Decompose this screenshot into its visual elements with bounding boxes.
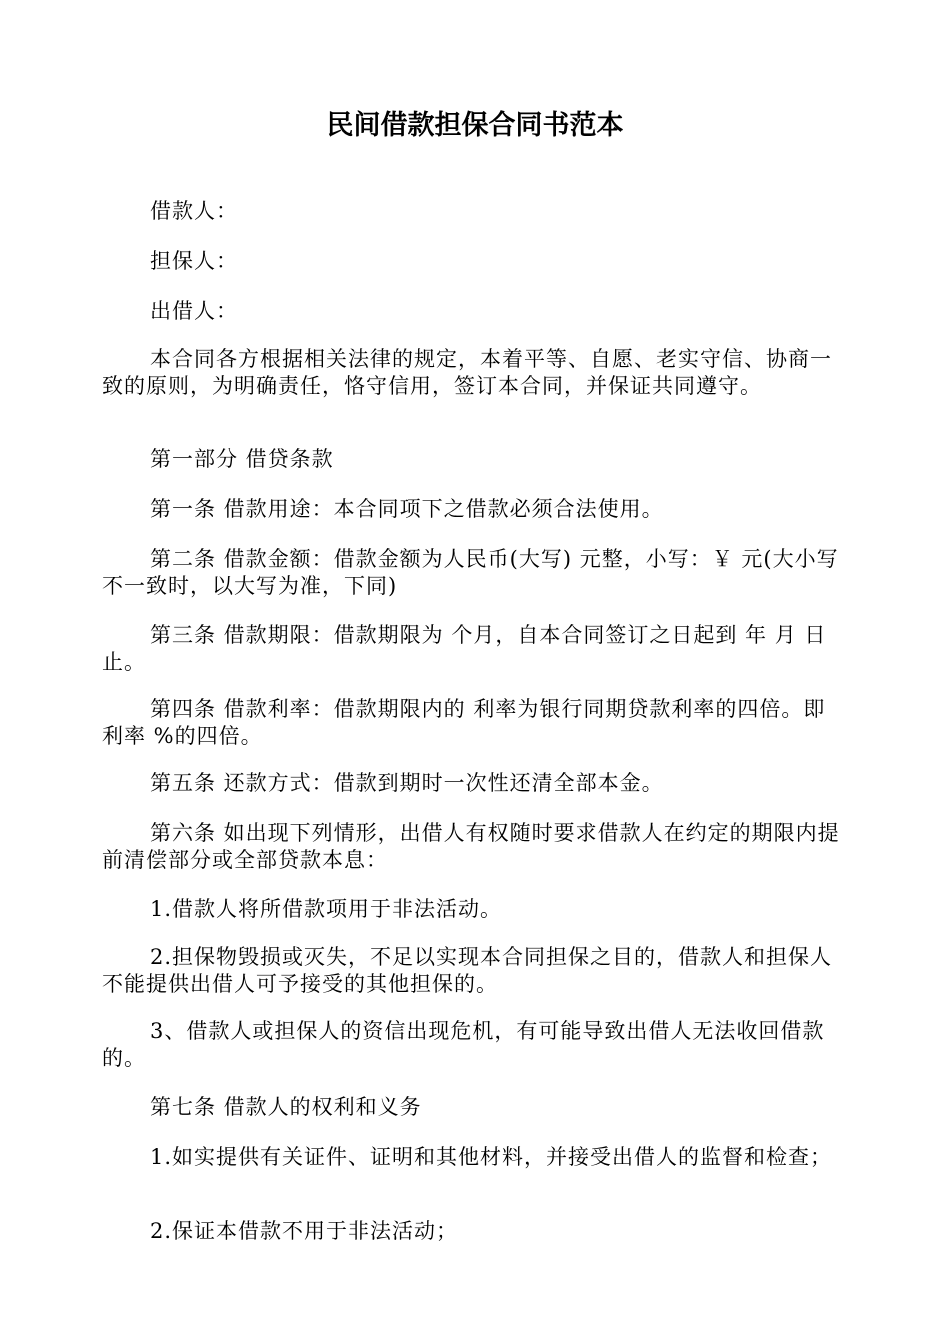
clause-6-item-3: 3、借款人或担保人的资信出现危机，有可能导致出借人无法收回借款的。 (102, 1019, 825, 1070)
paragraph-borrower: 借款人： (150, 199, 238, 223)
clause-5: 第五条 还款方式：借款到期时一次性还清全部本金。 (150, 771, 664, 795)
clause-6-item-1: 1.借款人将所借款项用于非法活动。 (150, 897, 503, 921)
clause-1: 第一条 借款用途：本合同项下之借款必须合法使用。 (150, 497, 664, 521)
clause-7: 第七条 借款人的权利和义务 (150, 1095, 422, 1119)
paragraph-preamble: 本合同各方根据相关法律的规定，本着平等、自愿、老实守信、协商一致的原则，为明确责任，恪守信用，签订本合同，并保证共同遵守。 (102, 347, 832, 398)
clause-4: 第四条 借款利率：借款期限内的 利率为银行同期贷款利率的四倍。即 利率 %的四倍。 (102, 697, 826, 748)
clause-3: 第三条 借款期限：借款期限为 个月，自本合同签订之日起到 年 月 日止。 (102, 623, 827, 674)
clause-6-item-2: 2.担保物毁损或灭失，不足以实现本合同担保之目的，借款人和担保人不能提供出借人可予接受的其他担保的。 (102, 945, 833, 996)
clause-2: 第二条 借款金额：借款金额为人民币(大写) 元整，小写：￥ 元(大小写不一致时，以大写为准，下同) (102, 547, 839, 598)
paragraph-lender: 出借人： (150, 299, 238, 323)
paragraph-guarantor: 担保人： (150, 249, 238, 273)
clause-7-item-1: 1.如实提供有关证件、证明和其他材料，并接受出借人的监督和检查； (150, 1145, 833, 1169)
clause-7-item-2: 2.保证本借款不用于非法活动； (150, 1219, 459, 1243)
clause-6: 第六条 如出现下列情形，出借人有权随时要求借款人在约定的期限内提前清偿部分或全部贷款本息： (102, 821, 840, 872)
document-title: 民间借款担保合同书范本 (326, 110, 624, 141)
section-heading: 第一部分 借贷条款 (150, 447, 334, 471)
